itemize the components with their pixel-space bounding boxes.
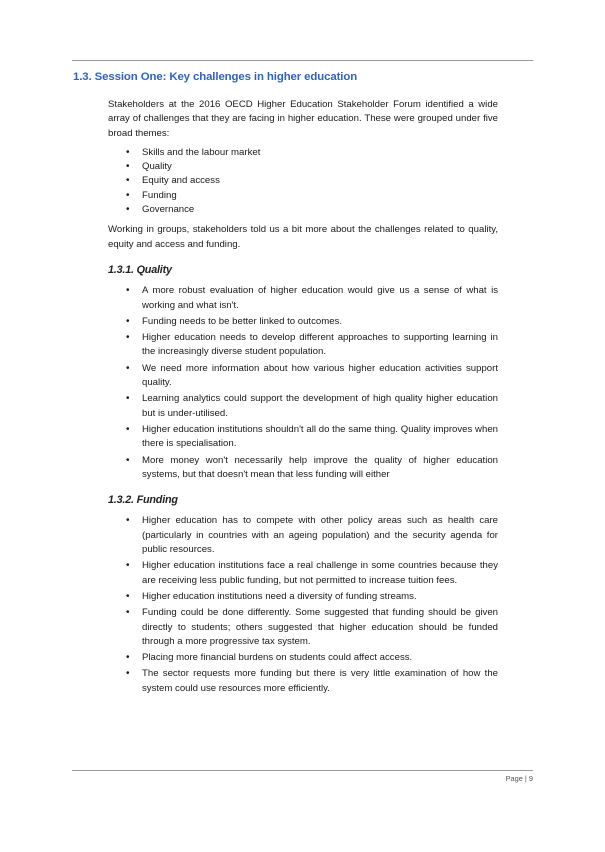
bullet-icon: • [126,175,130,187]
bullet-icon: • [126,590,130,602]
funding-item-text: Higher education institutions face a real challenge in some countries because they are receiving less public funding, but not permitted to increase tuition fees. [142,560,498,586]
quality-item-text: Higher education needs to develop different approaches to supporting learning in the increasingly diverse student population. [142,332,498,358]
bullet-icon: • [126,161,130,173]
quality-list [108,284,498,482]
funding-item [108,651,498,665]
funding-item [108,559,498,588]
theme-label: Funding [142,189,177,201]
header-rule [72,60,533,61]
bullet-icon: • [126,146,130,158]
page-content [108,98,498,698]
theme-label: Quality [142,161,172,173]
themes-list [108,146,498,217]
theme-item [108,189,498,203]
quality-item-text: Funding needs to be better linked to outcomes. [142,315,342,327]
quality-item-text: We need more information about how various higher education activities support quality. [142,362,498,389]
quality-item-text: More money won't necessarily help improve the quality of higher education systems, but that doesn't mean that less funding will either [142,454,498,480]
funding-list [108,514,498,696]
quality-item-text: Learning analytics could support the development of high quality higher education but is under-utilised. [142,393,498,419]
quality-item [108,315,498,329]
funding-item-text: Funding could be done differently. Some suggested that funding should be given directly to students; others suggested that higher education should be funded through a more progressive tax system. [142,607,498,647]
funding-item [108,667,498,696]
quality-item-text: A more robust evaluation of higher education would give us a sense of what is working and what isn't. [142,285,498,311]
bullet-icon: • [126,393,130,405]
bullet-icon: • [126,454,130,466]
bullet-icon: • [126,423,130,435]
theme-item [108,146,498,160]
theme-item [108,160,498,174]
bullet-icon: • [126,607,130,619]
theme-item [108,203,498,217]
footer-rule [72,770,533,771]
quality-item [108,284,498,313]
bullet-icon: • [126,668,130,680]
quality-item-text: Higher education institutions shouldn't all do the same thing. Quality improves when there is specialisation. [142,423,498,450]
funding-item-text: Higher education has to compete with other policy areas such as health care (particularly in countries with an ageing population) and the security agenda for public resources. [142,515,498,556]
funding-heading: 1.3.2. Funding [108,494,178,507]
bullet-icon: • [126,285,130,297]
section-heading: 1.3. Session One: Key challenges in higher education [73,71,358,83]
intro-paragraph: Stakeholders at the 2016 OECD Higher Education Stakeholder Forum identified a wide array of challenges that they are facing in higher education. These were grouped under five broad themes: [108,99,498,139]
bullet-icon: • [126,332,130,344]
quality-item [108,423,498,452]
bullet-icon: • [126,560,130,572]
bullet-icon: • [126,362,130,374]
quality-item [108,331,498,360]
funding-item [108,606,498,649]
theme-label: Equity and access [142,175,220,187]
bullet-icon: • [126,315,130,327]
bullet-icon: • [126,204,130,216]
quality-item [108,362,498,391]
bullet-icon: • [126,189,130,201]
theme-item [108,174,498,188]
bullet-icon: • [126,515,130,527]
quality-item [108,392,498,421]
theme-label: Skills and the labour market [142,146,261,158]
funding-item-text: Placing more financial burdens on students could affect access. [142,652,413,664]
groups-paragraph: Working in groups, stakeholders told us a bit more about the challenges related to quality, equity and access and funding. [108,224,498,250]
quality-item [108,454,498,483]
quality-heading: 1.3.1. Quality [108,263,172,276]
funding-item [108,514,498,557]
funding-item [108,590,498,604]
funding-item-text: Higher education institutions need a diversity of funding streams. [142,590,417,602]
page-number: Page | 9 [505,774,533,783]
funding-item-text: The sector requests more funding but there is very little examination of how the system could use resources more efficiently. [142,668,498,694]
theme-label: Governance [142,204,195,216]
bullet-icon: • [126,652,130,664]
